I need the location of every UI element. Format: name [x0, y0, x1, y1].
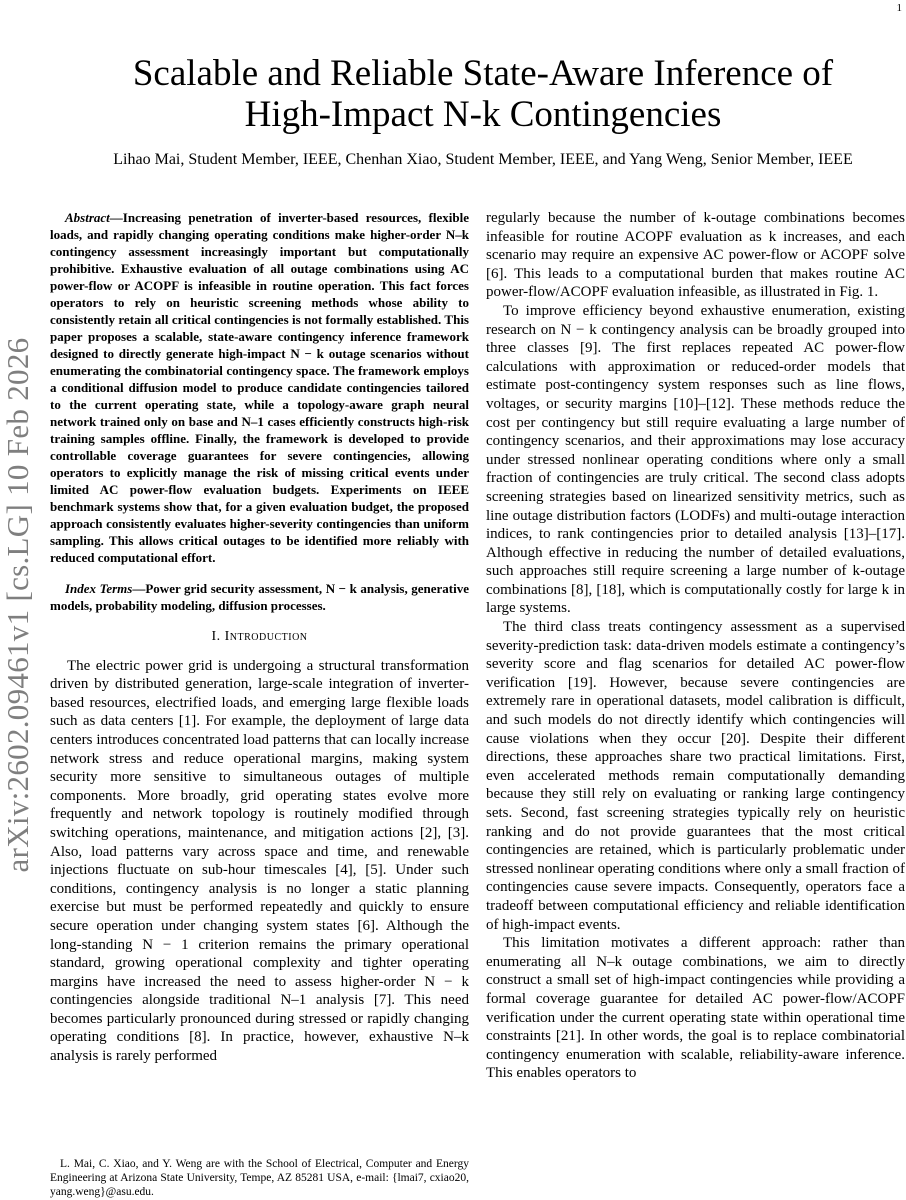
- paper-title: [60, 53, 906, 135]
- abstract: [50, 209, 469, 566]
- intro-paragraph: The electric power grid is undergoing a structural transformation driven by distributed generation, large-scale integration of inverter-based resources, electrified loads, and emerging large flexible loads such as data centers [1]. For example, the deployment of large data centers introduces concentrated load patterns that can locally increase network stress and reduce operational margins, making system security more sensitive to simultaneous outages of multiple components. More broadly, grid operating states evolve more frequently and network topology is routinely modified through switching operations, maintenance, and mitigation actions [2], [3]. Also, load patterns vary across space and time, and renewable injections fluctuate on sub-hour timescales [4], [5]. Under such conditions, contingency analysis is no longer a static planning exercise but must be performed repeatedly and quickly to ensure secure operation under changing system states [6]. Although the long-standing N − 1 criterion remains the primary operational standard, growing operational complexity and tighter operating margins have increased the need to assess higher-order N − k contingencies alongside traditional N–1 analysis [7]. This need becomes particularly pronounced during stressed or rapidly changing operating conditions [8]. In practice, however, exhaustive N–k analysis is rarely performed: [50, 657, 469, 1065]
- paragraph-motivation: This limitation motivates a different approach: rather than enumerating all N–k outage combinations, we aim to directly construct a small set of high-impact contingencies while providing a formal coverage guarantee for detailed AC power-flow/ACOPF verification under the current operating state within operational time constraints [21]. In other words, the goal is to replace combinatorial contingency enumeration with scalable, reliability-aware inference. This enables operators to: [486, 935, 905, 1082]
- section-number: I.: [211, 629, 221, 644]
- title-line-1: Scalable and Reliable State-Aware Inference of: [132, 53, 834, 94]
- right-column: [486, 209, 905, 1083]
- author-list: Lihao Mai, Student Member, IEEE, Chenhan Xiao, Student Member, IEEE, and Yang Weng, Senior Member, IEEE: [113, 151, 853, 168]
- abstract-text: —Increasing penetration of inverter-based resources, flexible loads, and rapidly changing operating conditions make higher-order N–k contingency assessment increasingly important but computationally prohibitive. Exhaustive evaluation of all outage combinations using AC power-flow or ACOPF is infeasible in routine operation. This fact forces operators to rely on heuristic screening methods whose ability to consistently retain all critical contingencies is not formally established. This paper proposes a scalable, state-aware contingency inference framework designed to directly generate high-impact N − k outage scenarios without enumerating the combinatorial contingency space. The framework employs a conditional diffusion model to produce candidate contingencies tailored to the current operating state, while a topology-aware graph neural network trained only on base and N–1 cases efficiently constructs high-risk training samples offline. Finally, the framework is developed to provide controllable coverage guarantees for severe contingencies, allowing operators to explicitly manage the risk of missing critical events under limited AC power-flow evaluation budgets. Experiments on IEEE benchmark systems show that, for a given evaluation budget, the proposed approach consistently evaluates higher-severity contingencies than uniform sampling. This allows critical outages to be identified more reliably with reduced computational effort.: [50, 210, 469, 565]
- index-terms-lead: Index Terms: [65, 581, 133, 596]
- section-title: Introduction: [224, 629, 308, 644]
- index-terms: [50, 580, 469, 614]
- index-terms-text: —Power grid security assessment, N − k analysis, generative models, probability modeling, diffusion processes.: [50, 581, 469, 613]
- paragraph-related-work: To improve efficiency beyond exhaustive enumeration, existing research on N − k contingency analysis can be broadly grouped into three classes [9]. The first replaces repeated AC power-flow calculations with approximation or reduced-order models that estimate post-contingency system responses such as line flows, voltages, or security margins [10]–[12]. These methods reduce the cost per contingency but still require evaluating a large number of contingency scenarios, and their approximations may lose accuracy under stressed nonlinear operating conditions where only a small fraction of contingencies are truly critical. The second class adopts screening strategies based on linearized sensitivity metrics, such as line outage distribution factors (LODFs) and multi-outage interaction indices, to rank contingencies prior to detailed analysis [13]–[17]. Although effective in reducing the number of detailed evaluations, such approaches still require screening a large number of k-outage combinations [8], [18], which is computationally costly for large k in large systems.: [486, 302, 905, 617]
- paragraph-third-class: The third class treats contingency assessment as a supervised severity-prediction task: data-driven models estimate a contingency’s severity score and flag scenarios for detailed AC power-flow verification [19]. However, because severe contingencies are extremely rare in operational datasets, model calibration is difficult, and such models do not directly identify which contingencies will cause violations when they occur [20]. Despite their different directions, these approaches share two practical limitations. First, even accelerated methods remain computationally demanding because they still rely on evaluating or ranking large contingency sets. Second, fast screening strategies typically rely on heuristic ranking and do not provide guarantees that the most critical contingencies are retained, which is particularly problematic under stressed nonlinear operating conditions where only a small fraction of contingencies cause severe impacts. Consequently, operators face a tradeoff between computational efficiency and reliable identification of high-impact events.: [486, 619, 905, 933]
- continued-paragraph: regularly because the number of k-outage combinations becomes infeasible for routine ACOPF evaluation as k increases, and each scenario may require an expensive AC power-flow or ACOPF solve [6]. This leads to a computational burden that makes routine AC power-flow/ACOPF evaluation infeasible, as illustrated in Fig. 1.: [486, 210, 905, 301]
- abstract-lead: Abstract: [65, 210, 110, 225]
- section-heading: [50, 628, 469, 647]
- arxiv-stamp: arXiv:2602.09461v1 [cs.LG] 10 Feb 2026: [0, 337, 35, 873]
- author-footnote: L. Mai, C. Xiao, and Y. Weng are with the School of Electrical, Computer and Energy Engineering at Arizona State University, Tempe, AZ 85281 USA, e-mail: {lmai7, cxiao20, yang.weng}@asu.edu.: [50, 1158, 469, 1198]
- page-number: 1: [896, 2, 902, 14]
- left-column: [50, 209, 469, 1066]
- title-line-2: High-Impact N-k Contingencies: [244, 94, 722, 135]
